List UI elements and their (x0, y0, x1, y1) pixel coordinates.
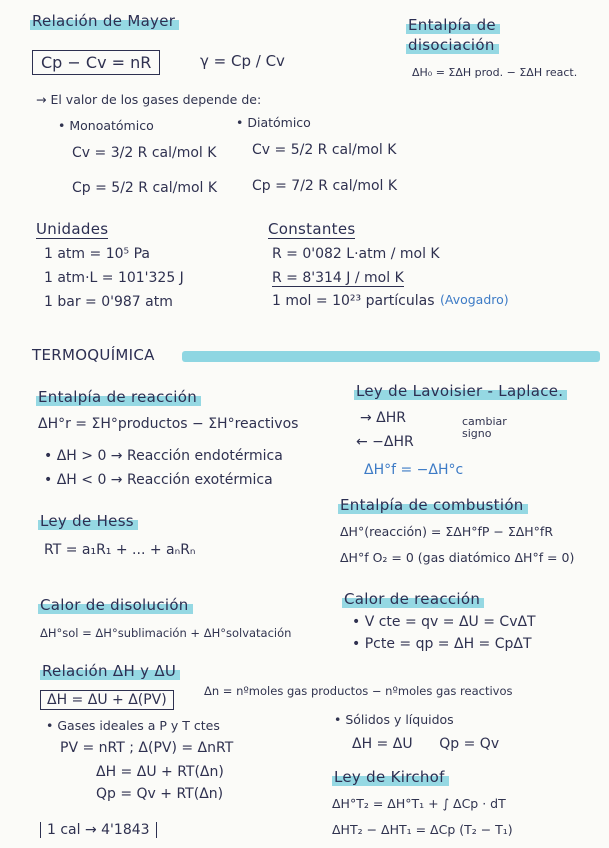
combustion-o2: ΔH°f O₂ = 0 (gas diatómico ΔH°f = 0) (340, 550, 575, 565)
constante-r1: R = 0'082 L·atm / mol K (272, 246, 440, 262)
termoquimica-title: TERMOQUÍMICA (32, 346, 155, 364)
cambiar-signo-note: cambiar signo (462, 415, 507, 440)
mono-cp: Cp = 5/2 R cal/mol K (72, 180, 218, 196)
lavoisier-formula: ΔH°f = −ΔH°c (364, 462, 464, 478)
endotermica-text: • ΔH > 0 → Reacción endotérmica (44, 448, 283, 464)
solidos-formula: ΔH = ΔU Qp = Qv (352, 736, 500, 752)
constante-mol: 1 mol = 10²³ partículas (272, 293, 435, 309)
hess-title: Ley de Hess (38, 512, 138, 530)
constante-r2: R = 8'314 J / mol K (272, 270, 404, 286)
avogadro-note: (Avogadro) (440, 292, 509, 307)
kirchof-formula-2: ΔHT₂ − ΔHT₁ = ΔCp (T₂ − T₁) (332, 822, 513, 837)
reaccion-formula: ΔH°r = ΣH°productos − ΣH°reactivos (38, 416, 299, 432)
mayer-title: Relación de Mayer (30, 12, 179, 30)
exotermica-text: • ΔH < 0 → Reacción exotérmica (44, 472, 273, 488)
calor-reaccion-title: Calor de reacción (342, 590, 484, 608)
lavoisier-title: Ley de Lavoisier - Laplace. (354, 382, 567, 400)
section-divider-bar (182, 351, 600, 362)
solidos-text: • Sólidos y líquidos (334, 712, 454, 727)
disolucion-title: Calor de disolución (38, 596, 193, 614)
di-cp: Cp = 7/2 R cal/mol K (252, 178, 398, 194)
relacion-title: Relación ΔH y ΔU (40, 662, 180, 680)
relacion-box: ΔH = ΔU + Δ(PV) (40, 690, 174, 710)
delta-n-definition: Δn = nºmoles gas productos − nºmoles gas reactivos (204, 684, 513, 698)
gases-ideales-text: • Gases ideales a P y T ctes (46, 718, 220, 733)
disoc-title-2: disociación (406, 36, 499, 54)
lavoisier-forward: → ΔHR (360, 410, 407, 426)
calor-v-cte: • V cte = qv = ΔU = CvΔT (352, 614, 536, 630)
hess-formula: RT = a₁R₁ + ... + aₙRₙ (44, 542, 196, 558)
combustion-formula: ΔH°(reacción) = ΣΔH°fP − ΣΔH°fR (340, 524, 554, 539)
cal-conversion: 1 cal → 4'1843 (40, 822, 157, 838)
unidades-line: 1 atm·L = 101'325 J (44, 270, 184, 286)
di-label: • Diatómico (236, 115, 311, 130)
pv-formula: PV = nRT ; Δ(PV) = ΔnRT (60, 740, 234, 756)
unidades-line: 1 atm = 10⁵ Pa (44, 246, 150, 262)
unidades-line: 1 bar = 0'987 atm (44, 294, 173, 310)
disoc-title-1: Entalpía de (406, 16, 500, 34)
depends-text: → El valor de los gases depende de: (36, 92, 262, 107)
dh-formula: ΔH = ΔU + RT(Δn) (96, 764, 224, 780)
di-cv: Cv = 5/2 R cal/mol K (252, 142, 397, 158)
gamma-formula: γ = Cp / Cv (200, 52, 285, 70)
disolucion-formula: ΔH°sol = ΔH°sublimación + ΔH°solvatación (40, 626, 292, 640)
mono-cv: Cv = 3/2 R cal/mol K (72, 145, 217, 161)
qp-formula: Qp = Qv + RT(Δn) (96, 786, 224, 802)
kirchof-formula-1: ΔH°T₂ = ΔH°T₁ + ∫ ΔCp · dT (332, 796, 506, 811)
kirchof-title: Ley de Kirchof (332, 768, 449, 786)
calor-p-cte: • Pcte = qp = ΔH = CpΔT (352, 636, 532, 652)
constantes-title: Constantes (268, 220, 356, 238)
mono-label: • Monoatómico (58, 118, 154, 133)
lavoisier-reverse: ← −ΔHR (356, 434, 414, 450)
combustion-title: Entalpía de combustión (338, 496, 528, 514)
disoc-formula: ΔH₀ = ΣΔH prod. − ΣΔH react. (412, 66, 578, 79)
mayer-formula-box: Cp − Cv = nR (32, 50, 160, 75)
unidades-title: Unidades (36, 220, 109, 238)
reaccion-title: Entalpía de reacción (36, 388, 201, 406)
